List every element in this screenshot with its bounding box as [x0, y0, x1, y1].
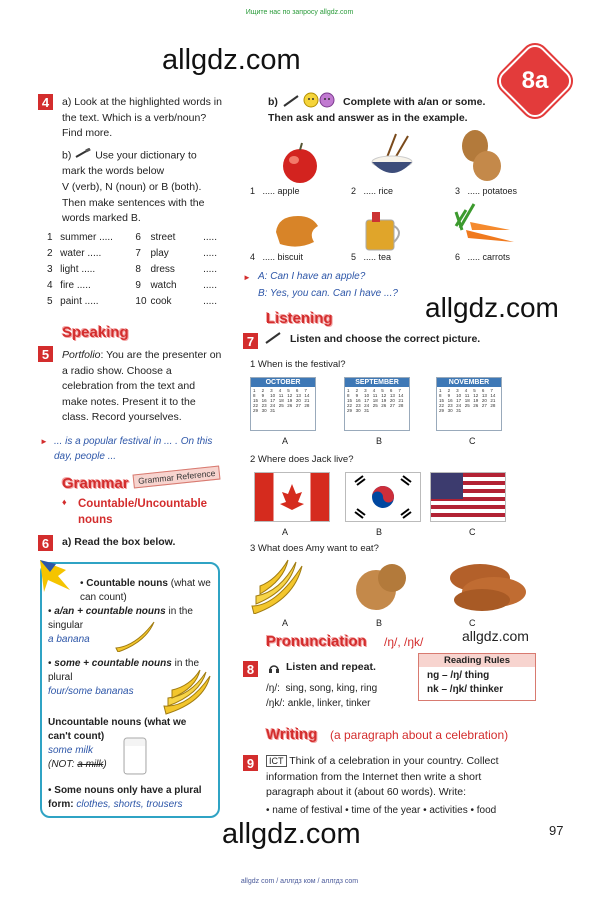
option-b: B — [376, 618, 383, 628]
calendar-day: 18 — [372, 398, 378, 403]
calendar-day: 22 — [253, 403, 259, 408]
ex4-a-text: a) Look at the highlighted words in the text. Which is a verb/noun? Find more. — [62, 96, 222, 139]
calendar-grid — [437, 387, 501, 414]
calendar-day: 12 — [287, 393, 293, 398]
question: 1 When is the festival? — [250, 359, 346, 370]
option-c: C — [469, 436, 476, 446]
option-c: C — [469, 527, 476, 537]
rule-plural-only: • Some nouns only have a plural form: clothes, shorts, trousers — [48, 785, 202, 810]
calendar-day: 6 — [481, 388, 485, 393]
bananas-image — [246, 556, 310, 619]
exb-item: 3 ..... potatoes — [455, 186, 518, 196]
watermark: allgdz.com — [222, 818, 361, 850]
calendar-day: 27 — [481, 403, 487, 408]
calendar-day: 16 — [447, 398, 453, 403]
ex4-b — [62, 148, 222, 180]
diamond-icon: ♦ — [62, 497, 67, 507]
watermark: allgdz.com — [462, 628, 529, 644]
calendar-grid — [345, 387, 409, 414]
calendar-day: 24 — [270, 403, 276, 408]
exb-item: 6 ..... carrots — [455, 252, 511, 262]
calendar-day: 7 — [398, 388, 401, 393]
calendar-day: 28 — [398, 403, 404, 408]
ex5-text: Portfolio: You are the presenter on a radio show. Choose a celebration from the text and make notes. Present it to the class. Record yourselves. — [62, 349, 222, 423]
calendar-day: 9 — [261, 393, 265, 398]
banana-image — [112, 618, 158, 657]
calendar-day: 5 — [287, 388, 290, 393]
ex4-b-label: b) — [62, 149, 72, 162]
calendar-day: 25 — [278, 403, 284, 408]
calendar-day: 19 — [287, 398, 293, 403]
watermark: allgdz.com — [162, 44, 301, 76]
question: 2 Where does Jack live? — [250, 454, 354, 465]
calendar-day: 25 — [464, 403, 470, 408]
calendar-day: 8 — [439, 393, 442, 398]
option-b: B — [376, 436, 383, 446]
calendar-day: 5 — [381, 388, 384, 393]
calendar-day: 24 — [364, 403, 370, 408]
rule-singular: • a/an + countable nouns in the singular a banana — [48, 606, 193, 645]
calendar-day: 3 — [456, 388, 459, 393]
calendar-day: 24 — [456, 403, 462, 408]
carrots-image — [452, 200, 522, 257]
reading-rules-box — [418, 653, 536, 701]
calendar-day: 15 — [347, 398, 353, 403]
exercise-number: 8 — [243, 661, 258, 677]
calendar-day: 1 — [347, 388, 350, 393]
listening-heading: Listening — [266, 310, 333, 327]
calendar-day: 19 — [381, 398, 387, 403]
calendar-day: 10 — [456, 393, 462, 398]
calendar-day: 31 — [364, 408, 370, 413]
calendar-day: 4 — [464, 388, 468, 393]
calendar-day: 1 — [253, 388, 256, 393]
pen-icon — [264, 331, 282, 349]
pronunciation-symbols: /ŋ/, /ŋk/ — [384, 635, 424, 649]
calendar-day: 11 — [464, 393, 470, 398]
calendar-day: 4 — [278, 388, 282, 393]
calendar-day: 30 — [261, 408, 267, 413]
calendar-day: 3 — [364, 388, 367, 393]
dialog-b: B: Yes, you can. Can I have ...? — [258, 288, 398, 299]
ex6-text: a) Read the box below. — [62, 536, 176, 548]
rice-image — [368, 132, 416, 189]
calendar-day: 11 — [278, 393, 284, 398]
calendar-day: 14 — [304, 393, 310, 398]
star-icon — [36, 556, 76, 601]
calendar-day: 26 — [473, 403, 479, 408]
unit-label: 8a — [521, 67, 549, 94]
pen-icon — [74, 148, 92, 164]
calendar-day: 2 — [261, 388, 265, 393]
exercise-number: 5 — [38, 346, 53, 362]
calendar-day: 23 — [261, 403, 267, 408]
calendar-day: 10 — [270, 393, 276, 398]
calendar-day: 20 — [295, 398, 301, 403]
ex9-text: ICT Think of a celebration in your country. Collect information from the Internet then write a short paragraph about it (about 60 words). Write: — [266, 755, 499, 798]
exb-item: 2 ..... rice — [351, 186, 394, 196]
calendar-day: 22 — [347, 403, 353, 408]
calendar-day: 19 — [473, 398, 479, 403]
ex5-example: ... is a popular festival in ... . On this day, people ... — [54, 436, 213, 462]
reading-rules-title: Reading Rules — [419, 654, 535, 667]
calendar-day: 29 — [439, 408, 445, 413]
option-a: A — [282, 436, 289, 446]
rule-plural: • some + countable nouns in the plural four/some bananas — [48, 658, 200, 697]
biscuit-image — [272, 210, 324, 255]
calendar-day: 30 — [447, 408, 453, 413]
calendar-day: 6 — [389, 388, 393, 393]
calendar-day: 23 — [355, 403, 361, 408]
usa-flag-image — [430, 472, 506, 522]
pronunciation-heading: Pronunciation — [266, 633, 367, 650]
bananas-image — [160, 668, 216, 721]
watermark: allgdz.com — [425, 292, 559, 323]
word-list — [47, 230, 217, 310]
apple-image — [278, 140, 322, 189]
ex9-list: • name of festival • time of the year • activities • food — [266, 805, 497, 816]
calendar-day: 13 — [389, 393, 395, 398]
biscuits-image — [444, 560, 530, 617]
grammar-heading: Grammar — [62, 475, 129, 492]
option-b: B — [376, 527, 383, 537]
calendar-day: 26 — [287, 403, 293, 408]
writing-subtitle: (a paragraph about a celebration) — [330, 728, 509, 742]
calendar-day: 1 — [439, 388, 442, 393]
calendar-day: 23 — [447, 403, 453, 408]
exb-item: 1 ..... apple — [250, 186, 300, 196]
writing-heading: Writing — [266, 726, 318, 743]
page-number: 97 — [549, 823, 564, 838]
option-c: C — [469, 618, 476, 628]
calendar-day: 17 — [364, 398, 370, 403]
calendar-day: 14 — [490, 393, 496, 398]
rule-line: nk – /ŋk/ thinker — [427, 684, 504, 695]
question: 3 What does Amy want to eat? — [250, 543, 379, 554]
list-item: 1 summer ..... 6 street ..... — [47, 232, 217, 243]
calendar-day: 6 — [295, 388, 299, 393]
grammar-reference-tag[interactable]: Grammar Reference — [133, 465, 221, 488]
calendar-day: 7 — [490, 388, 493, 393]
option-a: A — [282, 527, 289, 537]
calendar-image: SEPTEMBER 1 2 3 4 5 6 7 8 9 10 11 12 13 14 15 16 17 18 19 20 21 22 23 24 25 26 27 28 29 30 31 — [344, 377, 410, 431]
calendar-grid — [251, 387, 315, 414]
speaking-heading: Speaking — [62, 324, 129, 341]
calendar-day: 25 — [372, 403, 378, 408]
headphones-icon — [268, 661, 280, 679]
canada-flag-image — [254, 472, 330, 522]
calendar-day: 17 — [270, 398, 276, 403]
milk-glass-image — [120, 736, 150, 781]
exb-item: 5 ..... tea — [351, 252, 392, 262]
exercise-number: 6 — [38, 535, 53, 551]
calendar-day: 9 — [447, 393, 451, 398]
bottom-link[interactable]: allgdz com / аллгдз ком / аллгдз com — [240, 878, 359, 885]
ex8-text: Listen and repeat. — [286, 661, 376, 673]
ex7-text: Listen and choose the correct picture. — [290, 333, 481, 345]
rule-countable: • Countable nouns (what we can count) — [80, 578, 211, 603]
grammar-topic: Countable/Uncountable nouns — [78, 498, 208, 526]
potatoes-image — [352, 560, 410, 619]
exb-item: 4 ..... biscuit — [250, 252, 304, 262]
calendar-day: 21 — [304, 398, 310, 403]
calendar-day: 13 — [295, 393, 301, 398]
calendar-day: 7 — [304, 388, 307, 393]
calendar-day: 11 — [372, 393, 378, 398]
rule-line: ng – /ŋ/ thing — [427, 670, 490, 681]
calendar-day: 2 — [447, 388, 451, 393]
calendar-day: 29 — [253, 408, 259, 413]
calendar-day: 31 — [456, 408, 462, 413]
pron-line: /ŋk/: ankle, linker, tinker — [266, 698, 371, 709]
calendar-day: 12 — [473, 393, 479, 398]
calendar-day: 28 — [304, 403, 310, 408]
calendar-day: 10 — [364, 393, 370, 398]
calendar-day: 30 — [355, 408, 361, 413]
exercise-number: 7 — [243, 333, 258, 349]
calendar-day: 20 — [389, 398, 395, 403]
calendar-day: 16 — [261, 398, 267, 403]
ex4-b-text2: V (verb), N (noun) or B (both). Then make sentences with the words marked B. — [62, 181, 205, 224]
arrow-icon: ► — [40, 437, 48, 446]
calendar-day: 15 — [253, 398, 259, 403]
rule-uncountable: Uncountable nouns (what we can't count) some milk (NOT: a milk) — [48, 717, 187, 770]
calendar-day: 8 — [347, 393, 350, 398]
calendar-day: 2 — [355, 388, 359, 393]
arrow-icon: ► — [243, 273, 251, 282]
list-item: 5 paint ..... 10 cook ..... — [47, 296, 217, 307]
calendar-day: 20 — [481, 398, 487, 403]
option-a: A — [282, 618, 289, 628]
calendar-day: 15 — [439, 398, 445, 403]
calendar-day: 8 — [253, 393, 256, 398]
calendar-day: 14 — [398, 393, 404, 398]
calendar-day: 9 — [355, 393, 359, 398]
exb-label: b) — [268, 96, 278, 108]
calendar-day: 27 — [389, 403, 395, 408]
calendar-day: 12 — [381, 393, 387, 398]
exercise-number: 9 — [243, 755, 258, 771]
calendar-day: 31 — [270, 408, 276, 413]
list-item: 2 water ..... 7 play ..... — [47, 248, 217, 259]
dialog-a: A: Can I have an apple? — [258, 271, 366, 282]
calendar-day: 18 — [464, 398, 470, 403]
calendar-day: 5 — [473, 388, 476, 393]
calendar-day: 21 — [398, 398, 404, 403]
ex4-b-text: Use your dictionary to mark the words below — [62, 149, 197, 178]
list-item: 3 light ..... 8 dress ..... — [47, 264, 217, 275]
exercise-number: 4 — [38, 94, 53, 110]
potatoes-image — [455, 128, 505, 189]
list-item: 4 fire ..... 9 watch ..... — [47, 280, 217, 291]
exb-text: Complete with a/an or some. Then ask and answer as in the example. — [268, 96, 486, 124]
calendar-image: NOVEMBER 1 2 3 4 5 6 7 8 9 10 11 12 13 14 15 16 17 18 19 20 21 22 23 24 25 26 27 28 29 30 31 — [436, 377, 502, 431]
calendar-image: OCTOBER 1 2 3 4 5 6 7 8 9 10 11 12 13 14 15 16 17 18 19 20 21 22 23 24 25 26 27 28 29 30 31 — [250, 377, 316, 431]
calendar-day: 22 — [439, 403, 445, 408]
calendar-day: 27 — [295, 403, 301, 408]
pron-line: /ŋ/: sing, song, king, ring — [266, 683, 378, 694]
calendar-day: 26 — [381, 403, 387, 408]
calendar-day: 17 — [456, 398, 462, 403]
calendar-day: 16 — [355, 398, 361, 403]
calendar-day: 29 — [347, 408, 353, 413]
calendar-day: 4 — [372, 388, 376, 393]
calendar-day: 21 — [490, 398, 496, 403]
calendar-day: 18 — [278, 398, 284, 403]
calendar-day: 13 — [481, 393, 487, 398]
calendar-day: 28 — [490, 403, 496, 408]
calendar-day: 3 — [270, 388, 273, 393]
korea-flag-image — [345, 472, 421, 522]
top-link[interactable]: Ищите нас по запросу allgdz.com — [245, 9, 354, 16]
